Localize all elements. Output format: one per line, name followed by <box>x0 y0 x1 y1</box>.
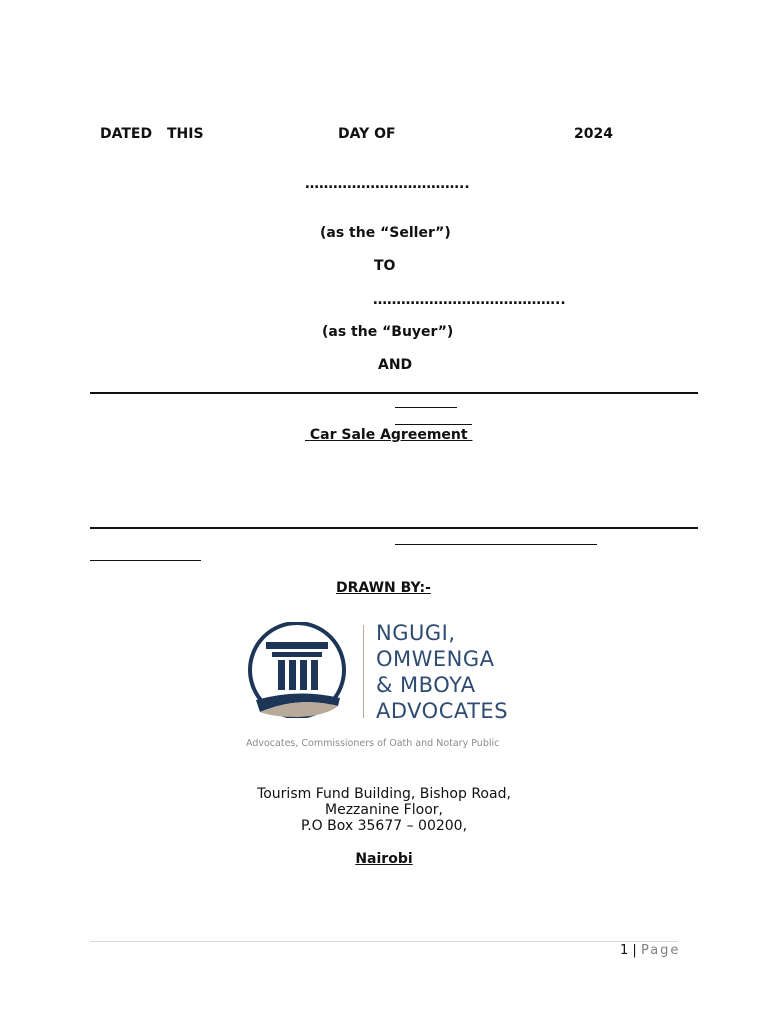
firm-tagline: Advocates, Commissioners of Oath and Notary Public <box>246 738 500 749</box>
footer-rule <box>90 941 678 942</box>
firm-name-line-2: OMWENGA <box>376 647 495 671</box>
firm-name-line-4: ADVOCATES <box>376 699 509 723</box>
page-footer <box>620 943 680 958</box>
page-number: 1 <box>620 943 629 958</box>
dated-label: DATED <box>100 126 153 142</box>
title-bottom-rule <box>90 527 698 529</box>
and-label: AND <box>378 357 413 373</box>
seller-label: (as the “Seller”) <box>320 225 451 241</box>
buyer-blank: ………………………………….. <box>373 292 566 308</box>
underline-stub-1 <box>395 407 457 408</box>
title-top-rule <box>90 392 698 394</box>
underline-stub-3 <box>395 544 597 545</box>
to-label: TO <box>374 258 396 274</box>
address-line-3: P.O Box 35677 – 00200, <box>300 818 468 834</box>
underline-stub-2 <box>395 424 472 425</box>
this-label: THIS <box>167 126 204 142</box>
seller-blank: …………………………….. <box>305 176 470 192</box>
address-line-2: Mezzanine Floor, <box>325 802 443 818</box>
logo-divider <box>363 625 364 718</box>
address-line-1: Tourism Fund Building, Bishop Road, <box>257 786 511 802</box>
year-label: 2024 <box>574 126 613 142</box>
address-block <box>184 786 584 834</box>
firm-name-line-3: & MBOYA <box>376 673 476 697</box>
buyer-label: (as the “Buyer”) <box>322 324 454 340</box>
page-label: Page <box>640 943 681 958</box>
underline-stub-4 <box>90 560 201 561</box>
page-separator: | <box>632 943 637 958</box>
agreement-title: Car Sale Agreement <box>309 427 468 443</box>
firm-name <box>376 620 508 724</box>
firm-logo-emblem <box>246 622 350 718</box>
address-city: Nairobi <box>355 851 413 867</box>
drawn-by-label: DRAWN BY:- <box>336 580 431 596</box>
firm-name-line-1: NGUGI, <box>376 621 456 645</box>
day-of-label: DAY OF <box>338 126 396 142</box>
